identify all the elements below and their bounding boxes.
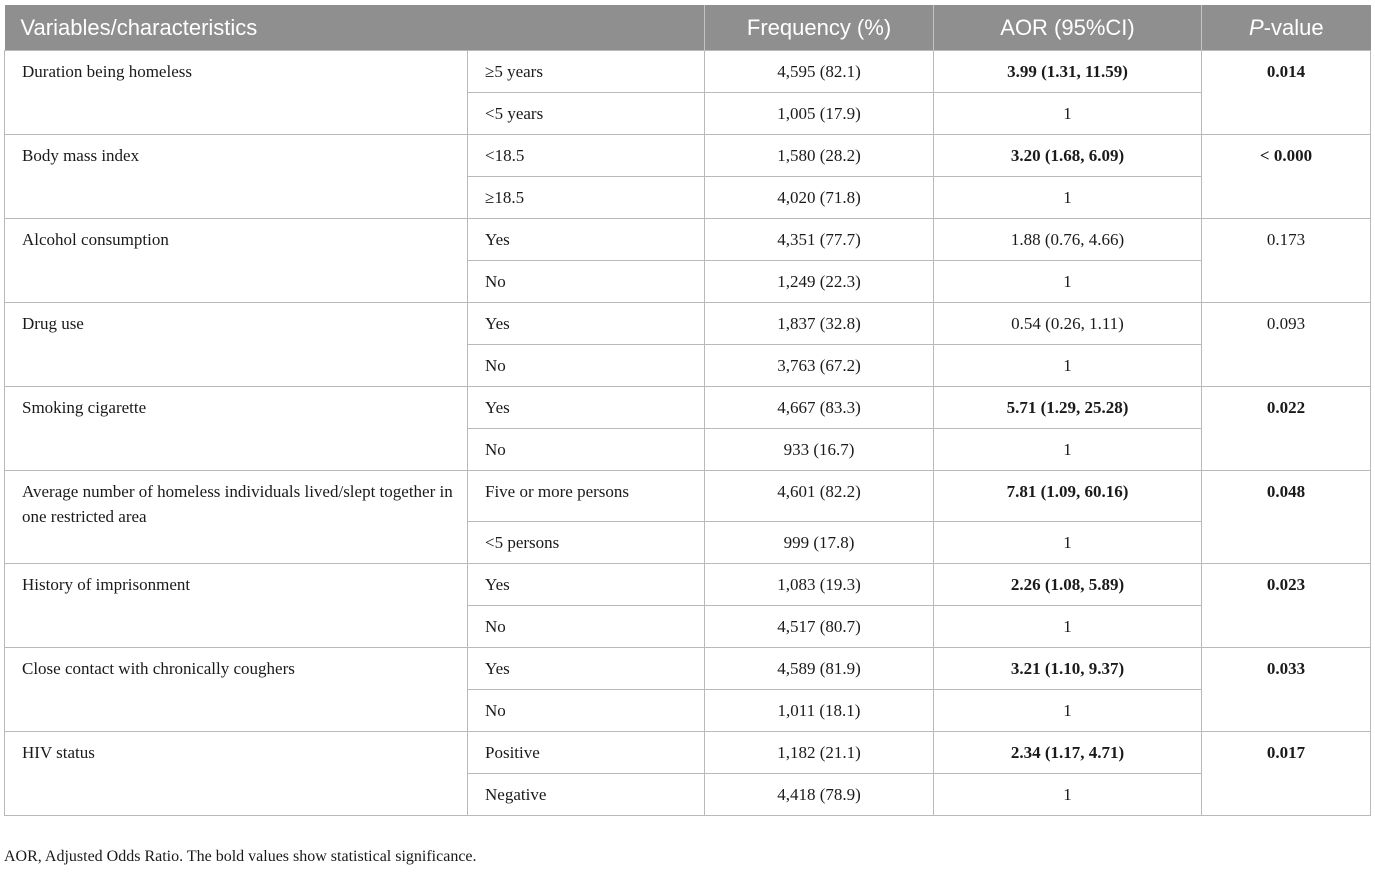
header-p-rest: -value: [1263, 14, 1324, 40]
header-aor: AOR (95%CI): [934, 5, 1202, 51]
results-table: [4, 5, 1371, 816]
variable-cell: HIV status: [5, 732, 468, 816]
aor-cell: 1: [934, 606, 1202, 648]
category-cell: No: [468, 690, 705, 732]
p-value-cell: 0.033: [1202, 648, 1371, 732]
aor-cell: 1: [934, 93, 1202, 135]
table-body: [5, 51, 1371, 816]
frequency-cell: 1,005 (17.9): [705, 93, 934, 135]
aor-cell: 2.26 (1.08, 5.89): [934, 564, 1202, 606]
frequency-cell: 1,580 (28.2): [705, 135, 934, 177]
header-p-italic: P: [1248, 14, 1264, 40]
frequency-cell: 4,601 (82.2): [705, 471, 934, 522]
category-cell: Yes: [468, 219, 705, 261]
frequency-cell: 4,667 (83.3): [705, 387, 934, 429]
aor-cell: 1: [934, 522, 1202, 564]
aor-cell: 1: [934, 345, 1202, 387]
p-value-cell: 0.173: [1202, 219, 1371, 303]
frequency-cell: 4,351 (77.7): [705, 219, 934, 261]
category-cell: Yes: [468, 564, 705, 606]
frequency-cell: 933 (16.7): [705, 429, 934, 471]
aor-cell: 1.88 (0.76, 4.66): [934, 219, 1202, 261]
variable-cell: Alcohol consumption: [5, 219, 468, 303]
category-cell: Positive: [468, 732, 705, 774]
table-row: [5, 648, 1371, 690]
aor-cell: 1: [934, 774, 1202, 816]
p-value-cell: 0.093: [1202, 303, 1371, 387]
category-cell: No: [468, 606, 705, 648]
aor-cell: 1: [934, 261, 1202, 303]
p-value-cell: 0.022: [1202, 387, 1371, 471]
category-cell: Negative: [468, 774, 705, 816]
table-row: [5, 303, 1371, 345]
aor-cell: 3.20 (1.68, 6.09): [934, 135, 1202, 177]
aor-cell: 3.99 (1.31, 11.59): [934, 51, 1202, 93]
variable-cell: Smoking cigarette: [5, 387, 468, 471]
category-cell: No: [468, 261, 705, 303]
variable-cell: History of imprisonment: [5, 564, 468, 648]
aor-cell: 1: [934, 429, 1202, 471]
aor-cell: 5.71 (1.29, 25.28): [934, 387, 1202, 429]
table-footnote: AOR, Adjusted Odds Ratio. The bold values show statistical significance.: [4, 848, 477, 865]
category-cell: Yes: [468, 387, 705, 429]
frequency-cell: 1,083 (19.3): [705, 564, 934, 606]
frequency-cell: 4,418 (78.9): [705, 774, 934, 816]
table-row: [5, 135, 1371, 177]
category-cell: <18.5: [468, 135, 705, 177]
frequency-cell: 4,595 (82.1): [705, 51, 934, 93]
aor-cell: 1: [934, 690, 1202, 732]
frequency-cell: 4,020 (71.8): [705, 177, 934, 219]
frequency-cell: 999 (17.8): [705, 522, 934, 564]
header-p-value: [1202, 5, 1371, 51]
header-variables: Variables/characteristics: [5, 5, 705, 51]
frequency-cell: 1,182 (21.1): [705, 732, 934, 774]
frequency-cell: 1,011 (18.1): [705, 690, 934, 732]
category-cell: Yes: [468, 303, 705, 345]
frequency-cell: 1,249 (22.3): [705, 261, 934, 303]
variable-cell: Drug use: [5, 303, 468, 387]
table-row: [5, 732, 1371, 774]
aor-cell: 1: [934, 177, 1202, 219]
frequency-cell: 4,589 (81.9): [705, 648, 934, 690]
aor-cell: 0.54 (0.26, 1.11): [934, 303, 1202, 345]
p-value-cell: 0.048: [1202, 471, 1371, 564]
header-row: [5, 5, 1371, 51]
table-row: [5, 564, 1371, 606]
category-cell: No: [468, 345, 705, 387]
header-frequency: Frequency (%): [705, 5, 934, 51]
aor-cell: 2.34 (1.17, 4.71): [934, 732, 1202, 774]
table-row: [5, 387, 1371, 429]
table-row: [5, 51, 1371, 93]
p-value-cell: 0.014: [1202, 51, 1371, 135]
p-value-cell: 0.017: [1202, 732, 1371, 816]
aor-cell: 3.21 (1.10, 9.37): [934, 648, 1202, 690]
variable-cell: Close contact with chronically coughers: [5, 648, 468, 732]
frequency-cell: 4,517 (80.7): [705, 606, 934, 648]
category-cell: <5 years: [468, 93, 705, 135]
frequency-cell: 1,837 (32.8): [705, 303, 934, 345]
category-cell: ≥18.5: [468, 177, 705, 219]
variable-cell: Body mass index: [5, 135, 468, 219]
category-cell: Yes: [468, 648, 705, 690]
variable-cell: Duration being homeless: [5, 51, 468, 135]
category-cell: <5 persons: [468, 522, 705, 564]
aor-cell: 7.81 (1.09, 60.16): [934, 471, 1202, 522]
table-row: [5, 219, 1371, 261]
category-cell: ≥5 years: [468, 51, 705, 93]
category-cell: No: [468, 429, 705, 471]
table-row: [5, 471, 1371, 522]
frequency-cell: 3,763 (67.2): [705, 345, 934, 387]
category-cell: Five or more persons: [468, 471, 705, 522]
p-value-cell: 0.023: [1202, 564, 1371, 648]
p-value-cell: < 0.000: [1202, 135, 1371, 219]
variable-cell: Average number of homeless individuals lived/slept together in one restricted area: [5, 471, 468, 564]
